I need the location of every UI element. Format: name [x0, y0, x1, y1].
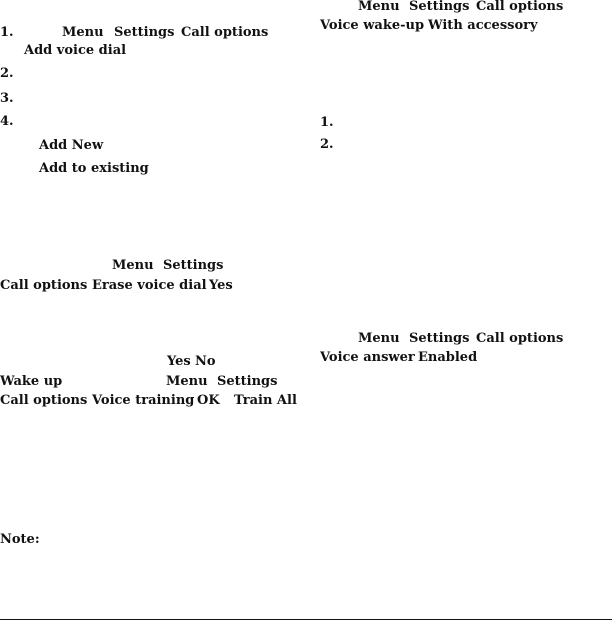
- settings-label: Settings: [114, 25, 175, 40]
- add-new-option: Add New: [39, 138, 104, 153]
- yes-label: Yes: [167, 354, 191, 369]
- settings-label: Settings: [409, 0, 470, 14]
- voice-answer-label: Voice answer: [320, 350, 415, 365]
- note-label: Note:: [0, 532, 40, 547]
- wake-up-label: Wake up: [0, 374, 63, 389]
- call-options-label: Call options: [476, 331, 564, 346]
- call-options-label: Call options: [181, 25, 269, 40]
- footer-rule: [0, 619, 612, 620]
- yes-label: Yes: [209, 278, 233, 293]
- step-4-number: 4.: [0, 114, 14, 129]
- step-2-number: 2.: [320, 137, 334, 152]
- settings-label: Settings: [163, 258, 224, 273]
- erase-voice-dial-label: Erase voice dial: [92, 278, 207, 293]
- menu-label: Menu: [166, 374, 208, 389]
- voice-training-label: Voice training: [92, 393, 195, 408]
- with-accessory-label: With accessory: [428, 18, 538, 33]
- menu-label: Menu: [62, 25, 104, 40]
- menu-label: Menu: [112, 258, 154, 273]
- step-1-number: 1.: [0, 25, 14, 40]
- call-options-label: Call options: [0, 393, 88, 408]
- call-options-label: Call options: [476, 0, 564, 14]
- ok-label: OK: [197, 393, 220, 408]
- enabled-label: Enabled: [418, 350, 478, 365]
- settings-label: Settings: [409, 331, 470, 346]
- menu-label: Menu: [358, 331, 400, 346]
- settings-label: Settings: [217, 374, 278, 389]
- step-2-number: 2.: [0, 66, 14, 81]
- no-label: No: [195, 354, 216, 369]
- add-to-existing-option: Add to existing: [39, 161, 149, 176]
- train-all-label: Train All: [234, 393, 297, 408]
- voice-wake-up-label: Voice wake-up: [320, 18, 425, 33]
- add-voice-dial-label: Add voice dial: [24, 43, 127, 58]
- call-options-label: Call options: [0, 278, 88, 293]
- step-3-number: 3.: [0, 91, 14, 106]
- step-1-number: 1.: [320, 115, 334, 130]
- menu-label: Menu: [358, 0, 400, 14]
